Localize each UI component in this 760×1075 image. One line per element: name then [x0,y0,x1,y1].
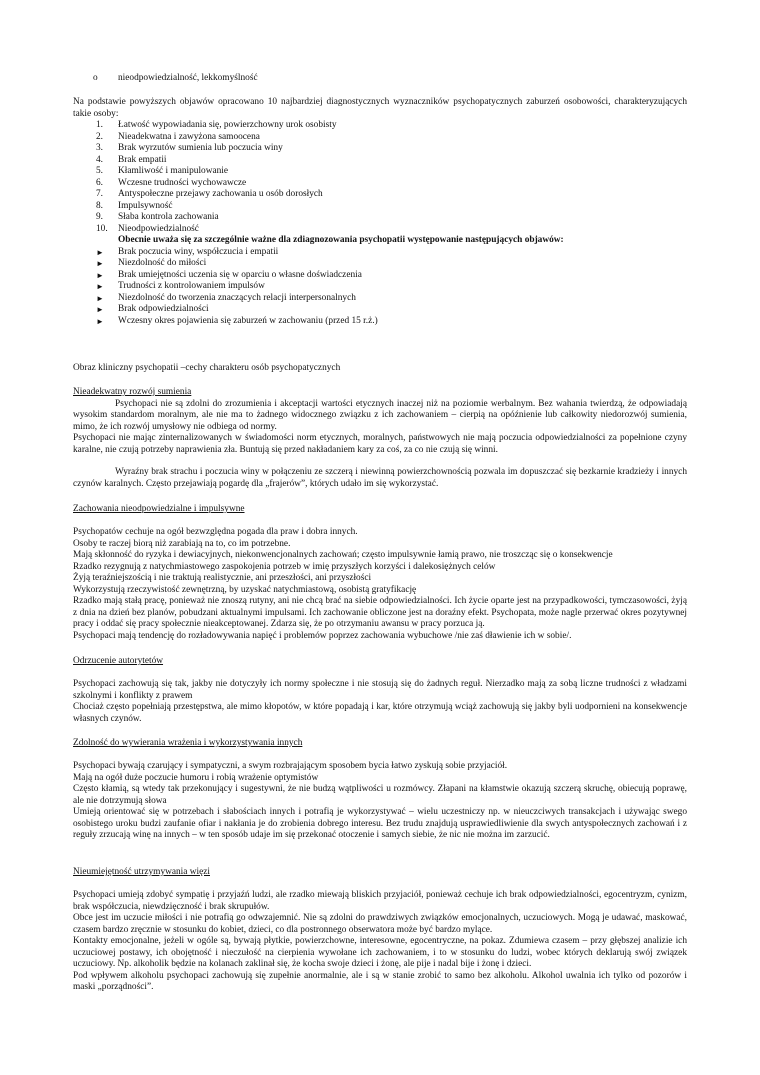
emphasis-line: Obecnie uważa się za szczególnie ważne dla zdiagnozowania psychopatii występowanie następujących objawów: [118,235,564,245]
triangle-right-icon: ► [96,259,104,268]
triangle-right-icon: ► [96,282,104,291]
paragraph: Obce jest im uczucie miłości i nie potrafią go odwzajemnić. Nie są zdolni do prawdziwych związków emocjonalnych, uczuciowych. Mogą je udawać, maskować, czasem bardzo zręcznie w stosunku do kobiet, dzieci, co dla postronnego obserwatora może być bardzo mylące. [73,913,687,935]
paragraph: Często kłamią, są wtedy tak przekonujący i sugestywni, że nie budzą wątpliwości u rozmówcy. Złapani na kłamstwie okazują szczerą skruchę, obiecują poprawę, ale nie dotrzymują słowa [73,784,687,806]
paragraph: Wyraźny brak strachu i poczucia winy w połączeniu ze szczerą i niewinną powierzchownością pozwala im dopuszczać się bezkarnie kradzieży i innych czynów karalnych. Często przejawiają pogardę dla „frajerów”, których udało im się wykorzystać. [73,467,687,489]
section-heading: Nieumiejętność utrzymywania więzi [73,867,210,877]
triangle-right-icon: ► [96,316,104,326]
list-item: ► Brak odpowiedzialności [96,304,209,314]
triangle-right-icon: ► [96,247,104,257]
list-item: 9. Słaba kontrola zachowania [96,212,219,222]
paragraph: Kontakty emocjonalne, jeżeli w ogóle są, bywają płytkie, powierzchowne, interesowne, egocentryczne, na pokaz. Zdumiewa czasem – przy głębszej analizie ich uczuciowej postawy, ich obojętność i nieczułość na cierpienia wywołane ich zachowaniem, i to w stosunku do ludzi, wobec których deklarują swój związek uczuciowy. Np. alkoholik będzie na kolanach zaklinał się, że kocha swoje dzieci i żonę, ale pije i nadal bije i żonę i dzieci. [73,936,687,969]
list-item: ► Brak umiejętności uczenia się w oparciu o własne doświadczenia [96,269,362,280]
triangle-right-icon: ► [96,305,104,314]
authority-section [73,656,687,725]
section-title-block [73,363,687,375]
numbered-list [73,120,687,235]
paragraph: Rzadko rezygnują z natychmiastowego zaspokojenia potrzeb w imię przyszłych korzyści i dalekosiężnych celów [73,561,496,572]
list-item: ► Trudności z kontrolowaniem impulsów [96,281,265,291]
paragraph: Osoby te raczej biorą niż zarabiają na to, co im potrzebne. [73,538,291,549]
list-item: ► Niezdolność do tworzenia znaczących relacji interpersonalnych [96,292,356,303]
triangle-right-icon: ► [96,270,104,280]
list-item: ► Wczesny okres pojawienia się zaburzeń w zachowaniu (przed 15 r.ż.) [96,315,378,326]
paragraph: Psychopaci nie są zdolni do zrozumienia i akceptacji wartości etycznych inaczej niż na poziomie werbalnym. Bez wahania twierdzą, że odpowiadają wysokim standardom moralnym, ale nie ma to żadnego widocznego związku z ich zachowaniem – cierpią na opóźnienie lub całkowity niedorozwój sumienia, mimo, że ich rozwój umysłowy nie odbiega od normy. [73,398,687,432]
list-item: 8. Impulsywność [96,200,173,211]
list-item-text: nieodpowiedzialność, lekkomyślność [118,73,258,83]
intro-paragraph: Na podstawie powyższych objawów opracowano 10 najbardziej diagnostycznych wyznaczników psychopatycznych zaburzeń osobowości, charakteryzujących takie osoby: [73,97,687,119]
list-item: 1. Łatwość wypowiadania się, powierzchowny urok osobisty [96,120,337,130]
list-item: 10. Nieodpowiedzialność [96,223,199,234]
list-item: 7. Antyspołeczne przejawy zachowania u osób dorosłych [96,189,323,199]
paragraph: Psychopaci bywają czarujący i sympatyczni, a swym rozbrajającym sposobem bycia łatwo zyskują sobie przyjaciół. [73,761,508,771]
paragraph: Wykorzystują rzeczywistość zewnętrzną, by uzyskać natychmiastową, osobistą gratyfikację [73,584,417,595]
list-item: 4. Brak empatii [96,154,167,165]
list-item [93,73,258,85]
bonds-section [73,867,687,994]
paragraph: Mają na ogół duże poczucie humoru i robią wrażenie optymistów [73,772,319,783]
intro-block [73,97,687,327]
list-item: 5. Kłamliwość i manipulowanie [96,166,229,176]
section-heading: Nieadekwatny rozwój sumienia [73,387,192,397]
section-heading: Zachowania nieodpowiedzialne i impulsywne [73,504,245,514]
paragraph: Psychopaci nie mając zinternalizowanych w świadomości norm etycznych, moralnych, państwowych nie mają poczucia odpowiedzialności za popełnione czyny karalne, nie czują potrzeby naprawienia zła. Buntują się przed nakładaniem kary za coś, za co nie czują się winni. [73,433,687,455]
paragraph: Psychopatów cechuje na ogół bezwzględna pogada dla praw i dobra innych. [73,527,358,537]
section-heading: Zdolność do wywierania wrażenia i wykorzystywania innych [73,738,303,748]
circle-bullet: o [93,73,98,83]
paragraph: Pod wpływem alkoholu psychopaci zachowują się zupełnie anormalnie, ale i są w stanie zrobić to samo bez alkoholu. Alkohol uwalnia ich tylko od pozorów i maski „porządności”. [73,970,687,992]
conscience-section [73,387,687,456]
paragraph: Rzadko mają stałą pracę, ponieważ nie znoszą rutyny, ani nie chcą brać na siebie odpowiedzialności. Ich życie oparte jest na przypadkowości, tymczasowości, żyją z dnia na dzień bez planów, pobudzani aktualnymi impulsami. Ich zachowanie obliczone jest na doraźny efekt. Psychopata, może nagle przerwać okres pozytywnej pracy i oddać się pracy społecznie nieakceptowanej. Zdarza się, że po otrzymaniu awansu w pracy porzuca ją. [73,596,687,629]
triangle-right-icon: ► [96,293,104,303]
paragraph: Żyją teraźniejszością i nie traktują realistycznie, ani przeszłości, ani przyszłości [73,573,372,583]
list-item: 2. Nieadekwatna i zawyżona samoocena [96,131,260,142]
impression-section [73,738,687,842]
paragraph: Chociaż często popełniają przestępstwa, ale mimo kłopotów, w które popadają i kar, które otrzymują wciąż zachowują się jakby byli uodpornieni na konsekwencje własnych czynów. [73,702,687,724]
paragraph: Umieją orientować się w potrzebach i słabościach innych i potrafią je wykorzystywać – wielu uczestniczy np. w nieuczciwych transakcjach i używając swego osobistego uroku budzi zaufanie ofiar i nakłania je do zrobienia dobrego interesu. Bez trudu znajdują usprawiedliwienie dla swych antyspołecznych zachowań i z reguły zrzucają winę na innych – w ten sposób udaje im się przekonać otoczenie i samych siebie, że nic nie można im zarzucić. [73,807,687,840]
impulsive-section [73,504,687,642]
bullet-list [73,247,687,328]
paragraph: Psychopaci mają tendencję do rozładowywania napięć i problemów poprzez zachowania wybuchowe /nie zaś dławienie ich w sobie/. [73,630,572,641]
list-item: ► Brak poczucia winy, współczucia i empatii [96,246,279,257]
paragraph: Psychopaci zachowują się tak, jakby nie dotyczyły ich normy społeczne i nie stosują się do żadnych reguł. Nierzadko mają za sobą liczne trudności z władzami szkolnymi i konflikty z prawem [73,679,687,701]
section-title: Obraz kliniczny psychopatii –cechy charakteru osób psychopatycznych [73,363,341,373]
section-heading: Odrzucenie autorytetów [73,656,164,666]
conscience-section-cont [73,467,687,490]
list-item: 3. Brak wyrzutów sumienia lub poczucia winy [96,143,283,153]
paragraph: Mają skłonność do ryzyka i dewiacyjnych, niekonwencjonalnych zachowań; często impulsywnie łamią prawo, nie troszcząc się o konsekwencje [73,550,613,560]
paragraph: Psychopaci umieją zdobyć sympatię i przyjaźń ludzi, ale rzadko miewają bliskich przyjaciół, ponieważ cechuje ich brak odpowiedzialności, egocentryzm, cynizm, brak współczucia, niewdzięczność i brak skrupułów. [73,890,687,912]
list-item: ► Niezdolność do miłości [96,258,207,268]
list-item: 6. Wczesne trudności wychowawcze [96,177,247,188]
